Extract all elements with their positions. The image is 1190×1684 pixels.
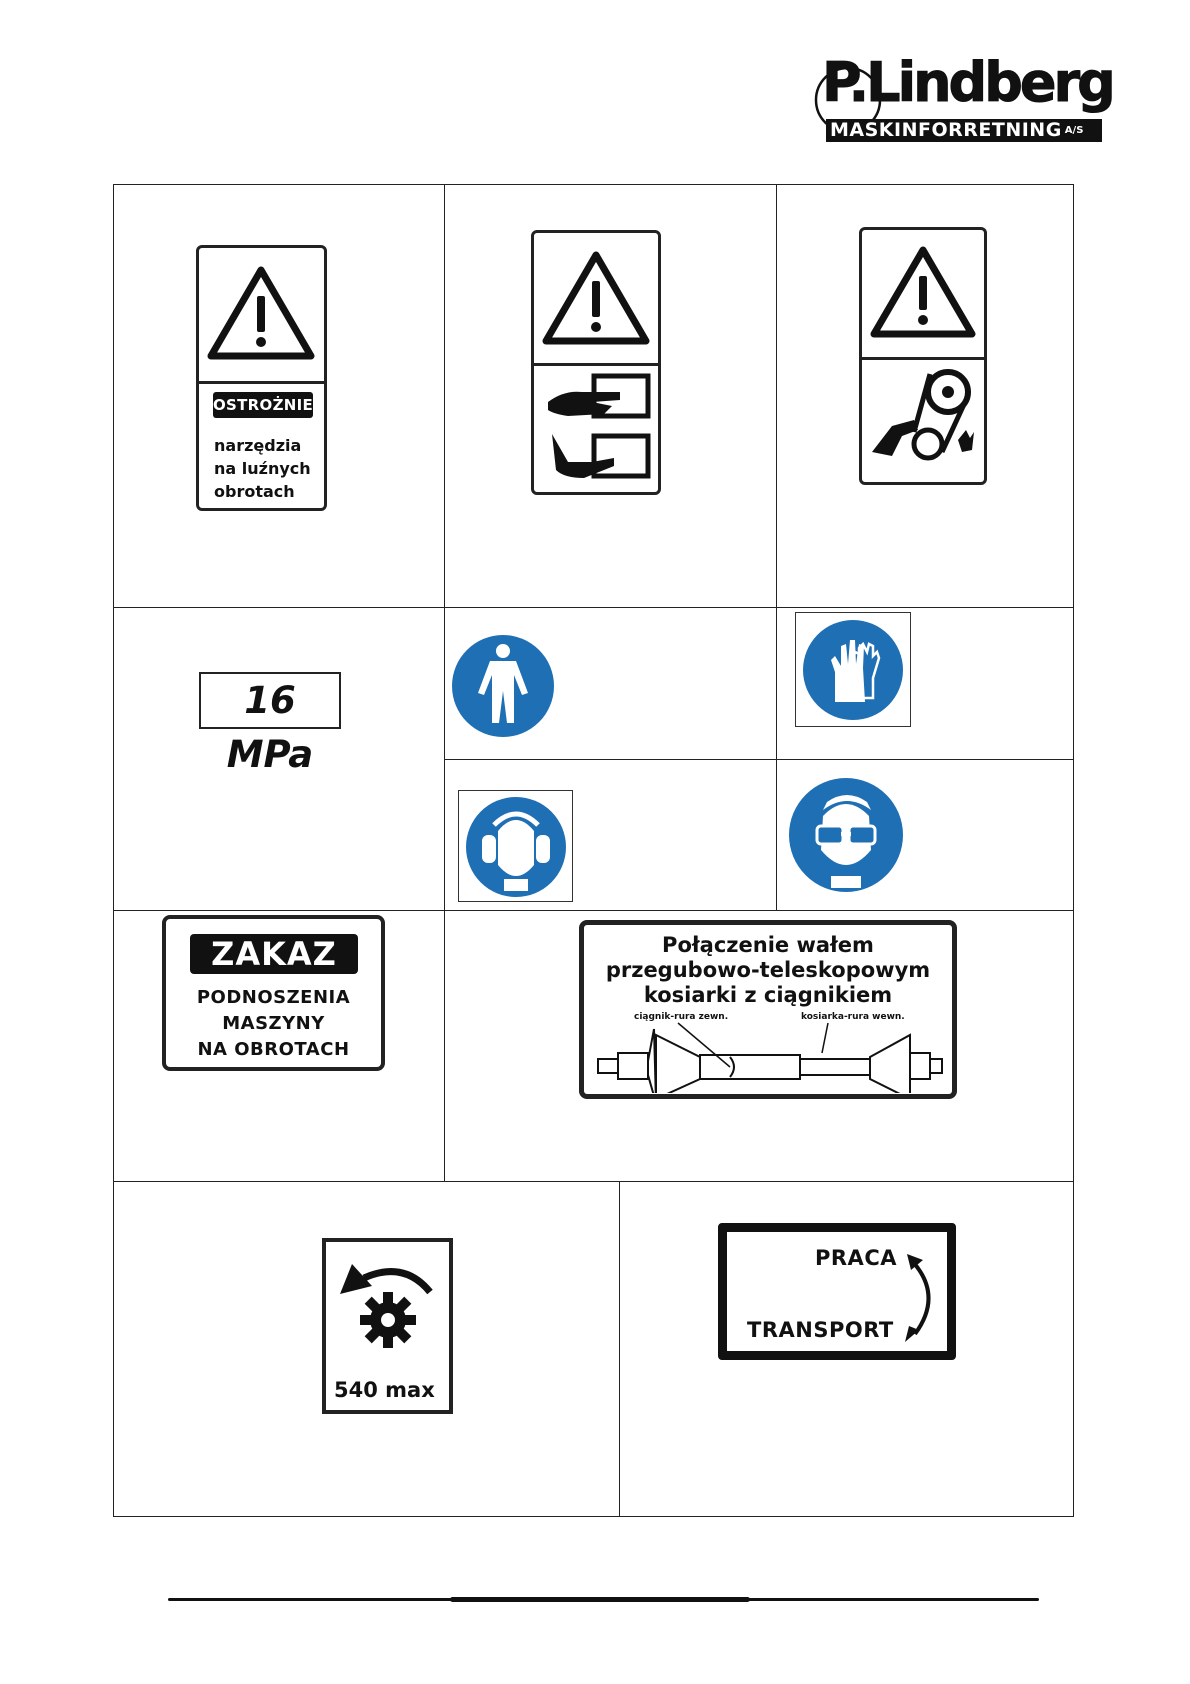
warning-text-line-2: na luźnych <box>214 459 311 478</box>
protective-clothing-icon <box>450 633 556 739</box>
hand-crush-icon <box>534 366 658 492</box>
eye-protection-icon <box>787 776 905 894</box>
pressure-rating-label: 16 MPa <box>199 672 341 729</box>
pto-shaft-connection-sign <box>579 920 957 1099</box>
footer-rule-center <box>450 1597 750 1602</box>
pto-speed-sign <box>322 1238 453 1414</box>
belt-entanglement-icon <box>862 360 984 482</box>
zakaz-line-2: MASZYNY <box>222 1013 325 1034</box>
hand-crush-warning-sign <box>531 230 661 495</box>
warning-text-line-1: narzędzia <box>214 436 302 455</box>
gear-icon <box>360 1292 416 1348</box>
logo-name: P.Lindberg <box>822 51 1113 114</box>
warning-text-line-3: obrotach <box>214 482 295 501</box>
shaft-title-2: przegubowo-teleskopowym <box>605 958 931 982</box>
pto-max-speed-label: 540 max <box>334 1378 435 1402</box>
ear-protection-icon <box>464 795 568 899</box>
work-mode-label: PRACA <box>815 1246 897 1270</box>
logo-band <box>826 119 1102 142</box>
warning-triangle-icon <box>199 248 324 378</box>
caution-label: OSTROŻNIE <box>213 392 313 418</box>
gloves-icon <box>801 618 905 722</box>
logo-suffix: A/S <box>1064 125 1084 136</box>
shaft-title-1: Połączenie wałem <box>662 933 874 957</box>
zakaz-line-1: PODNOSZENIA <box>196 987 351 1008</box>
shaft-label-tractor: ciągnik-rura zewn. <box>634 1012 729 1022</box>
shaft-label-mower: kosiarka-rura wewn. <box>801 1012 905 1022</box>
warning-triangle-icon <box>534 233 658 361</box>
warning-triangle-icon <box>862 230 984 354</box>
gloves-sign <box>795 612 911 727</box>
belt-entanglement-warning-sign <box>859 227 987 485</box>
zakaz-line-3: NA OBROTACH <box>197 1039 350 1060</box>
work-transport-sign <box>718 1223 956 1360</box>
transport-mode-label: TRANSPORT <box>747 1318 894 1342</box>
zakaz-header: ZAKAZ <box>190 934 358 974</box>
no-lifting-sign <box>162 915 385 1071</box>
mode-switch-arrow-icon <box>903 1250 949 1346</box>
logo-band-text: MASKINFORRETNING <box>830 119 1062 141</box>
pto-shaft-icon <box>590 1021 948 1093</box>
rotation-arrow-icon <box>340 1264 430 1294</box>
ear-protection-sign <box>458 790 573 902</box>
shaft-title-3: kosiarki z ciągnikiem <box>643 983 893 1007</box>
warning-loose-tools-sign <box>196 245 327 511</box>
